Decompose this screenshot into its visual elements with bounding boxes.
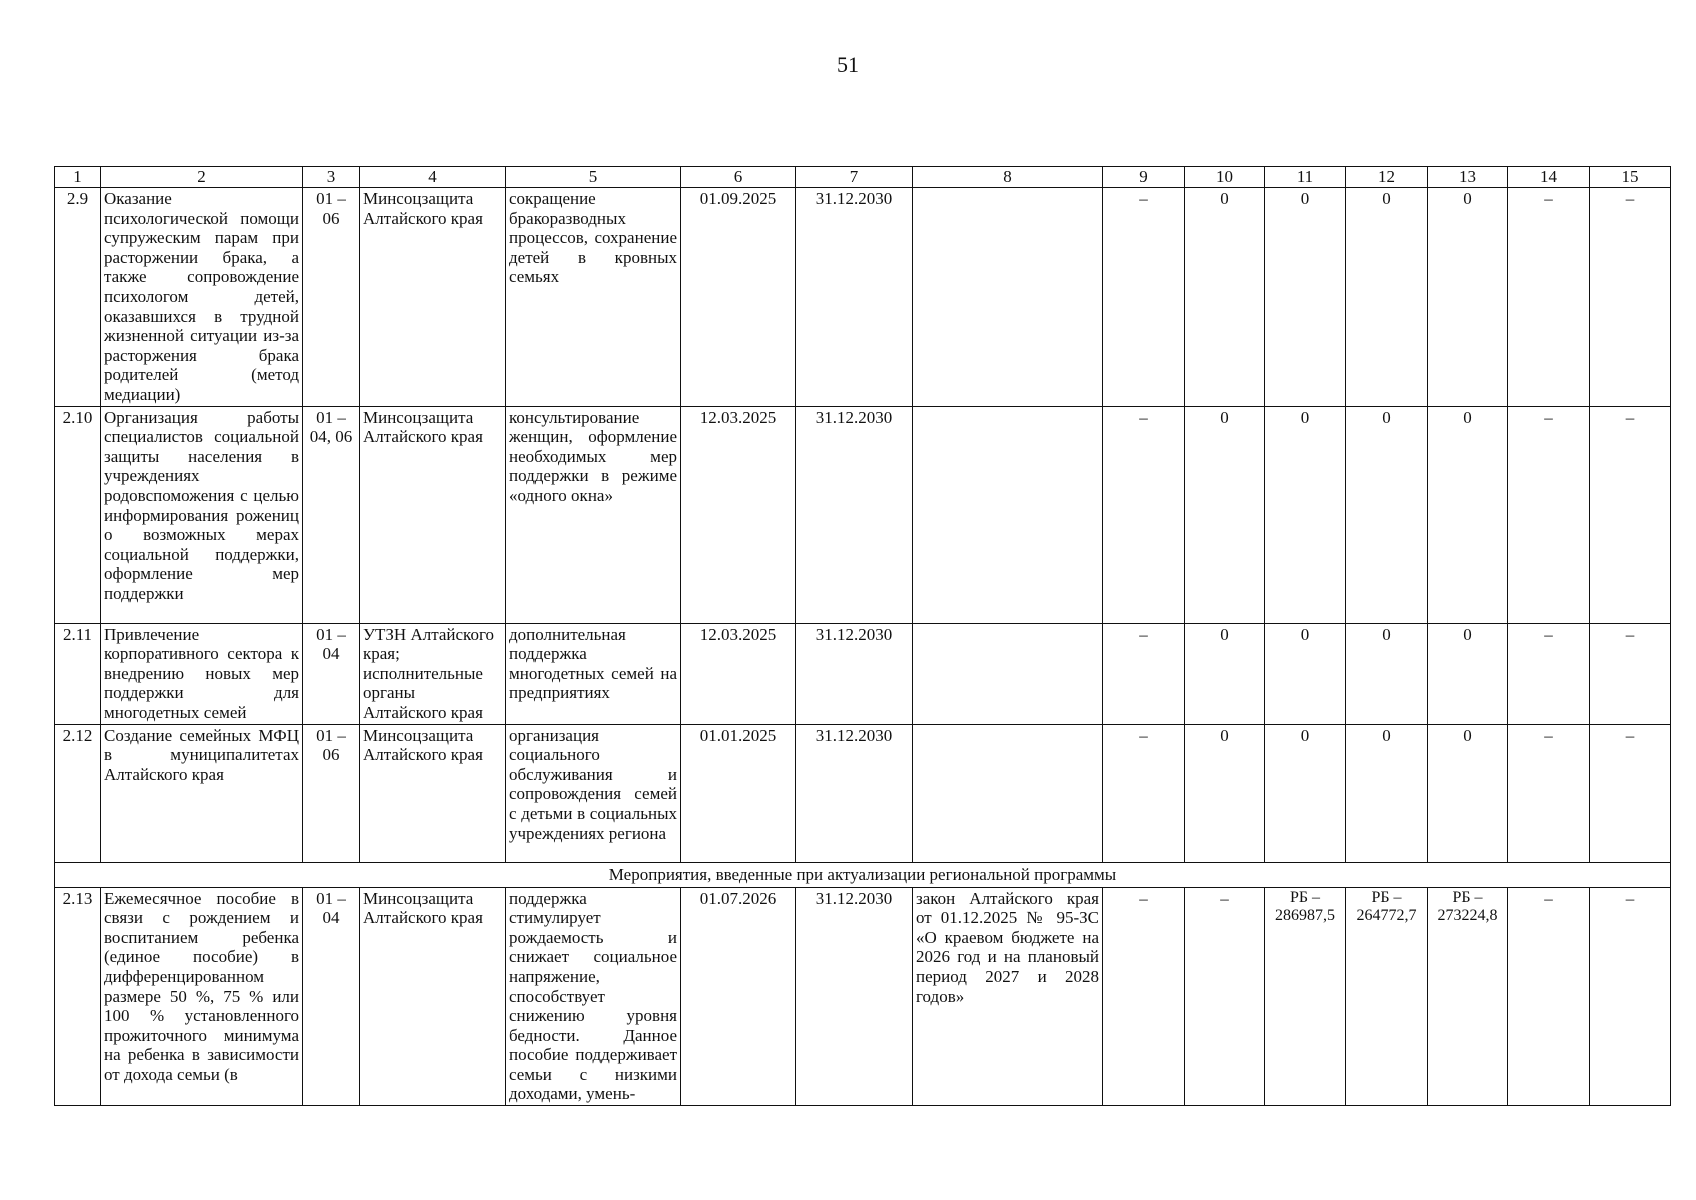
value-cell: – — [1103, 887, 1185, 1106]
table-row — [55, 724, 1671, 862]
end-date-cell: 31.12.2030 — [796, 188, 913, 407]
start-date-cell: 01.01.2025 — [681, 724, 796, 862]
value-cell: 0 — [1428, 188, 1508, 407]
start-date-cell: 12.03.2025 — [681, 623, 796, 724]
basis-cell — [913, 406, 1103, 623]
table-row — [55, 623, 1671, 724]
value-cell: 0 — [1346, 188, 1428, 407]
executor-cell: Минсоцзащита Алтайского края — [360, 188, 506, 407]
value-cell: 0 — [1265, 724, 1346, 862]
basis-cell — [913, 623, 1103, 724]
column-number: 7 — [796, 167, 913, 188]
activity-cell: Организация работы специалистов социальной защиты населения в учреждениях родовспоможения с целью информирования рожениц о возможных мерах социальной поддержки, оформление мер поддержки — [101, 406, 303, 623]
table-row — [55, 406, 1671, 623]
value-cell: 0 — [1346, 724, 1428, 862]
activity-cell: Привлечение корпоративного сектора к внедрению новых мер поддержки для многодетных семей — [101, 623, 303, 724]
end-date-cell: 31.12.2030 — [796, 406, 913, 623]
value-cell: 0 — [1346, 623, 1428, 724]
row-number: 2.12 — [55, 724, 101, 862]
value-cell: – — [1590, 623, 1671, 724]
value-cell: – — [1508, 887, 1590, 1106]
code-cell: 01 – 04 — [303, 623, 360, 724]
value-cell: – — [1103, 188, 1185, 407]
start-date-cell: 12.03.2025 — [681, 406, 796, 623]
result-cell: организация социального обслуживания и сопровождения семей с детьми в социальных учреждениях региона — [506, 724, 681, 862]
result-cell: сокращение бракоразводных процессов, сохранение детей в кровных семьях — [506, 188, 681, 407]
value-cell: 0 — [1428, 406, 1508, 623]
basis-cell: закон Алтайского края от 01.12.2025 № 95-ЗС «О краевом бюджете на 2026 год и на плановый период 2027 и 2028 годов» — [913, 887, 1103, 1106]
code-cell: 01 – 06 — [303, 188, 360, 407]
column-number-row — [55, 167, 1671, 188]
value-cell: – — [1590, 887, 1671, 1106]
row-number: 2.9 — [55, 188, 101, 407]
column-number: 13 — [1428, 167, 1508, 188]
page-number: 51 — [837, 52, 859, 77]
end-date-cell: 31.12.2030 — [796, 724, 913, 862]
column-number: 5 — [506, 167, 681, 188]
value-cell: – — [1508, 724, 1590, 862]
value-cell: 0 — [1428, 623, 1508, 724]
column-number: 15 — [1590, 167, 1671, 188]
value-cell: – — [1103, 623, 1185, 724]
funding-cell: РБ – 286987,5 — [1265, 887, 1346, 1106]
basis-cell — [913, 188, 1103, 407]
value-cell: 0 — [1346, 406, 1428, 623]
section-row — [55, 862, 1671, 887]
start-date-cell: 01.07.2026 — [681, 887, 796, 1106]
start-date-cell: 01.09.2025 — [681, 188, 796, 407]
value-cell: – — [1590, 406, 1671, 623]
activity-cell: Создание семейных МФЦ в муниципалитетах Алтайского края — [101, 724, 303, 862]
activity-cell: Оказание психологической помощи супружеским парам при расторжении брака, а также сопровождение психологом детей, оказавшихся в трудной жизненной ситуации из-за расторжения брака родителей (метод медиации) — [101, 188, 303, 407]
value-cell: – — [1508, 623, 1590, 724]
column-number: 9 — [1103, 167, 1185, 188]
column-number: 1 — [55, 167, 101, 188]
table-row — [55, 887, 1671, 1106]
value-cell: – — [1185, 887, 1265, 1106]
executor-cell: Минсоцзащита Алтайского края — [360, 887, 506, 1106]
column-number: 14 — [1508, 167, 1590, 188]
column-number: 8 — [913, 167, 1103, 188]
value-cell: – — [1590, 188, 1671, 407]
value-cell: – — [1103, 406, 1185, 623]
row-number: 2.11 — [55, 623, 101, 724]
column-number: 4 — [360, 167, 506, 188]
value-cell: 0 — [1265, 623, 1346, 724]
value-cell: 0 — [1265, 188, 1346, 407]
code-cell: 01 – 04 — [303, 887, 360, 1106]
value-cell: 0 — [1185, 724, 1265, 862]
executor-cell: Минсоцзащита Алтайского края — [360, 406, 506, 623]
table-row — [55, 188, 1671, 407]
column-number: 6 — [681, 167, 796, 188]
column-number: 11 — [1265, 167, 1346, 188]
value-cell: 0 — [1185, 188, 1265, 407]
column-number: 10 — [1185, 167, 1265, 188]
executor-cell: Минсоцзащита Алтайского края — [360, 724, 506, 862]
value-cell: – — [1508, 406, 1590, 623]
column-number: 3 — [303, 167, 360, 188]
end-date-cell: 31.12.2030 — [796, 887, 913, 1106]
basis-cell — [913, 724, 1103, 862]
result-cell: консультирование женщин, оформление необходимых мер поддержки в режиме «одного окна» — [506, 406, 681, 623]
activity-cell: Ежемесячное пособие в связи с рождением и воспитанием ребенка (единое пособие) в дифференцированном размере 50 %, 75 % или 100 % установленного прожиточного минимума на ребенка в зависимости от дохода семьи (в — [101, 887, 303, 1106]
value-cell: 0 — [1185, 406, 1265, 623]
funding-cell: РБ – 273224,8 — [1428, 887, 1508, 1106]
code-cell: 01 – 06 — [303, 724, 360, 862]
value-cell: 0 — [1265, 406, 1346, 623]
executor-cell: УТЗН Алтайского края; исполнительные органы Алтайского края — [360, 623, 506, 724]
row-number: 2.10 — [55, 406, 101, 623]
code-cell: 01 – 04, 06 — [303, 406, 360, 623]
row-number: 2.13 — [55, 887, 101, 1106]
value-cell: 0 — [1185, 623, 1265, 724]
value-cell: 0 — [1428, 724, 1508, 862]
result-cell: дополнительная поддержка многодетных семей на предприятиях — [506, 623, 681, 724]
result-cell: поддержка стимулирует рождаемость и снижает социальное напряжение, способствует снижению уровня бедности. Данное пособие поддерживает семьи с низкими доходами, умень- — [506, 887, 681, 1106]
program-activities-table — [54, 166, 1671, 1106]
value-cell: – — [1508, 188, 1590, 407]
section-title: Мероприятия, введенные при актуализации региональной программы — [55, 862, 1671, 887]
column-number: 12 — [1346, 167, 1428, 188]
funding-cell: РБ – 264772,7 — [1346, 887, 1428, 1106]
value-cell: – — [1590, 724, 1671, 862]
value-cell: – — [1103, 724, 1185, 862]
column-number: 2 — [101, 167, 303, 188]
end-date-cell: 31.12.2030 — [796, 623, 913, 724]
